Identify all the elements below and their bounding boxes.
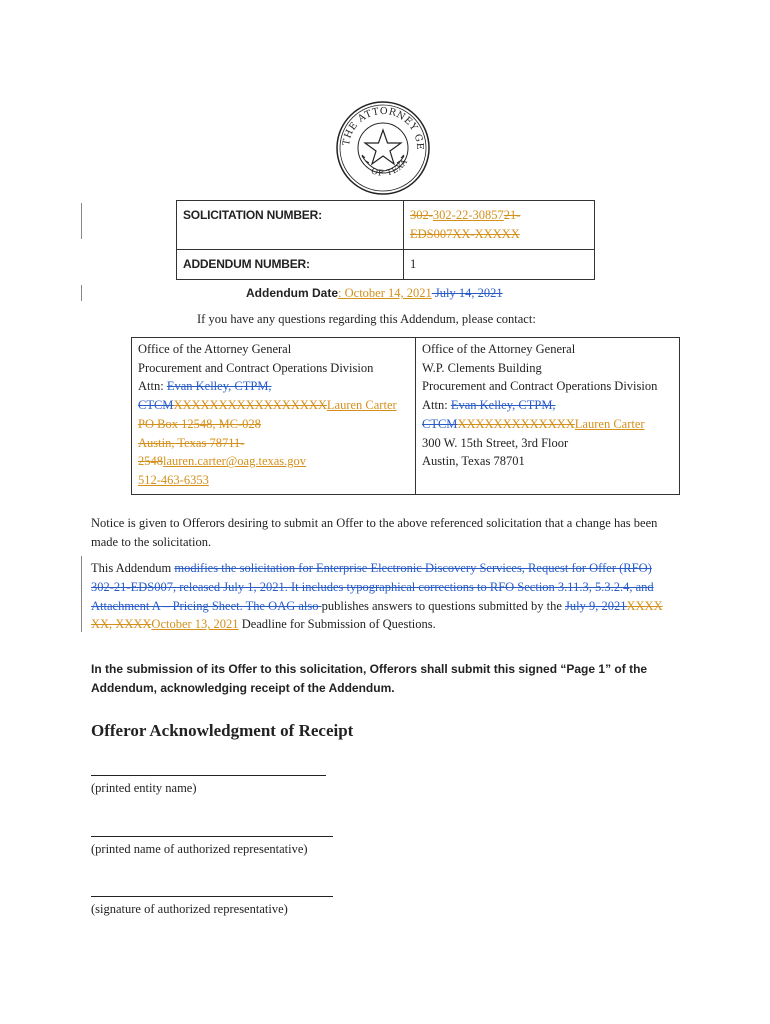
contact-right: Office of the Attorney General W.P. Clements Building Procurement and Contract Operations Division Attn: Evan Kelley, CTPM, CTCMXXXXXXXXXXXXXLauren Carter 300 W. 15th Street, 3rd Floor Austin, Texas 78701: [416, 338, 680, 495]
attorney-general-seal: [335, 100, 431, 196]
contact-intro: If you have any questions regarding this Addendum, please contact:: [197, 312, 536, 326]
svg-text:OF TEXAS: OF TEXA: [370, 156, 410, 178]
solicitation-number-label: SOLICITATION NUMBER:: [177, 201, 404, 250]
addendum-number-value: 1: [404, 250, 595, 280]
signature-line: [91, 896, 333, 897]
notice-paragraph: Notice is given to Offerors desiring to submit an Offer to the above referenced solicitation that a change has been made to the solicitation.: [91, 516, 658, 549]
entity-name-label: (printed entity name): [91, 781, 197, 795]
email-link[interactable]: lauren.carter@oag.texas.gov: [163, 454, 307, 469]
solicitation-table: [176, 200, 595, 280]
contact-table: [131, 337, 680, 495]
addendum-date: Addendum Date: October 14, 2021 July 14, 2021: [246, 286, 503, 300]
ack-title: Offeror Acknowledgment of Receipt: [91, 721, 354, 740]
change-bar: [81, 203, 82, 239]
change-bar: [81, 556, 82, 632]
signature-label: (signature of authorized representative): [91, 902, 288, 916]
svg-text:THE ATTORNEY GENERAL: THE ATTORNEY GE: [340, 105, 426, 151]
table-row: [132, 338, 680, 495]
addendum-number-label: ADDENDUM NUMBER:: [177, 250, 404, 280]
representative-name-label: (printed name of authorized representative): [91, 842, 308, 856]
solicitation-number-value: 302-302-22-3085721- EDS007XX-XXXXX: [404, 201, 595, 250]
table-row: [177, 250, 595, 280]
instruction-paragraph: In the submission of its Offer to this solicitation, Offerors shall submit this signed “Page 1” of the Addendum, acknowledging receipt of the Addendum.: [91, 662, 648, 695]
signature-line: [91, 775, 326, 776]
contact-left: Office of the Attorney General Procurement and Contract Operations Division Attn: Evan Kelley, CTPM, CTCMXXXXXXXXXXXXXXXXXLauren Carter PO Box 12548, MC-028 Austin, Texas 78711-2548lauren.carter@oag.texas.gov 512-463-6353: [132, 338, 416, 495]
change-bar: [81, 285, 82, 301]
table-row: [177, 201, 595, 250]
addendum-body-paragraph: This Addendum modifies the solicitation for Enterprise Electronic Discovery Services, Request for Offer (RFO) 302-21-EDS007, released July 1, 2021. It includes typographical corrections to RFO Section 3.11.3, 5.3.2.4, and Attachment A – Pricing Sheet. The OAG also publishes answers to questions submitted by the July 9, 2021XXXX XX, XXXXOctober 13, 2021 Deadline for Submission of Questions.: [91, 561, 663, 632]
signature-line: [91, 836, 333, 837]
